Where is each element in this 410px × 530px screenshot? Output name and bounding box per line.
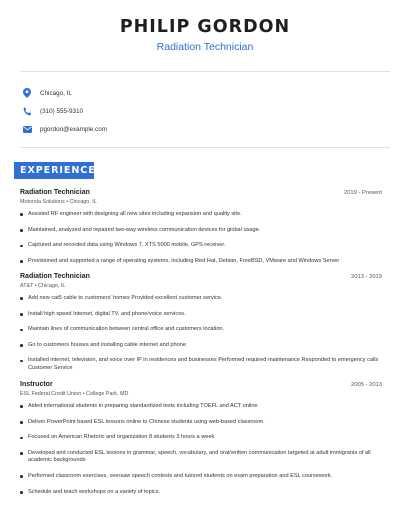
job-org: Motorola Solutions • Chicago, IL [20,199,97,205]
list-item: Aided international students in preparing standardized tests including TOEFL and ACT online [20,403,382,411]
job-org: ESL Federal Credit Union • College Park, MD [20,391,129,397]
experience-heading: EXPERIENCE [14,162,94,179]
candidate-name: PHILIP GORDON [119,17,291,37]
list-item: Installed internet, television, and voice over IP in residences and businesses Performed required maintenance Responded to emergency calls Customer Service [20,357,382,372]
resume-header [0,0,410,53]
candidate-role: Radiation Technician [156,41,254,53]
email-icon [22,125,32,135]
list-item: Captured and recorded data using Windows 7, XTS 5000 mobile, GPS receiver. [20,242,382,250]
contact-email-text: pgordon@example.com [40,126,107,134]
list-item: Maintained, analyzed and repaired two-way wireless communication devices for global usage. [20,227,382,235]
contact-location-text: Chicago, IL [40,89,72,97]
contact-phone [22,102,107,120]
list-item: Go to customers houses and installing cable internet and phone [20,342,382,350]
job-title: Radiation Technician [20,189,90,196]
job-org: AT&T • Chicago, IL [20,283,66,289]
list-item: Focused on American Rhetoric and organization 8 students 3 hours a week [20,434,382,442]
contact-email [22,121,107,139]
job-dates: 2019 - Present [343,190,382,196]
contact-list [22,84,107,139]
list-item: Add new cat5 cable to customers' homes Provided excellent customer service. [20,295,382,303]
job-entry [20,273,382,373]
list-item: Provisioned and supported a range of operating systems, including Red Hat, Debian, FreeBSD, VMware and Windows Server [20,258,382,266]
job-dates: 2005 - 2013 [351,382,382,388]
job-entry [20,189,382,265]
list-item: Install high speed Internet, digital TV, and phone/voice services. [20,311,382,319]
contact-phone-text: (310) 555-9310 [40,107,84,115]
job-entry [20,381,382,496]
list-item: Developed and conducted ESL lessons in grammar, speech, vocabulary, and oral/written communication targeted at adult immigrants of all academic backgrounds [20,450,382,465]
list-item: Assisted RF engineer with designing all new sites including expansion and quality site. [20,211,382,219]
job-dates: 2013 - 2019 [351,274,382,280]
phone-icon [22,106,32,116]
divider [20,147,390,148]
list-item: Maintain lines of communication between central office and customers location. [20,326,382,334]
job-bullets [20,295,382,373]
list-item: Schedule and teach workshops on a variety of topics. [20,489,382,497]
divider [20,71,390,72]
list-item: Performed classroom exercises, oversaw speech contests and tutored students on exam preparation and ESL coursework. [20,473,382,481]
contact-location [22,84,107,102]
list-item: Deliver PowerPoint based ESL lessons online to Chinese students using web-based classroom. [20,419,382,427]
job-bullets [20,403,382,496]
location-pin-icon [22,88,32,98]
job-bullets [20,211,382,265]
job-title: Radiation Technician [20,273,90,280]
job-title: Instructor [20,381,53,388]
